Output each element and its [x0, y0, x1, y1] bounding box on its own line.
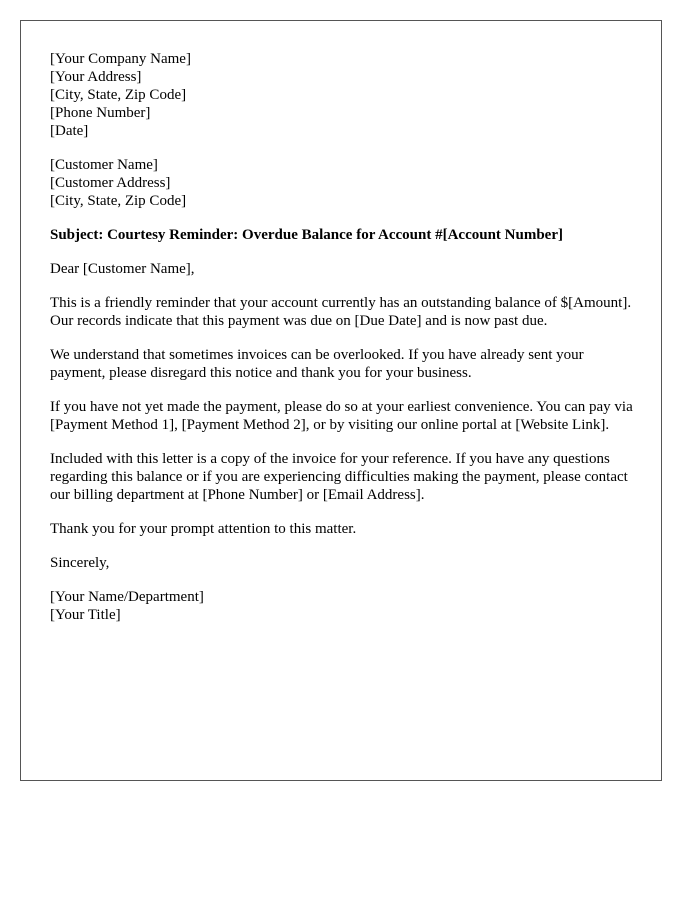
recipient-name: [Customer Name]	[50, 157, 158, 173]
paragraph-thanks: Thank you for your prompt attention to this matter.	[50, 521, 357, 537]
signature-name: [Your Name/Department]	[50, 589, 204, 605]
salutation: Dear [Customer Name],	[50, 261, 195, 277]
letter-date: [Date]	[50, 123, 89, 139]
letter-page	[20, 20, 662, 781]
paragraph-payment-methods: If you have not yet made the payment, please do so at your earliest convenience. You can pay via [Payment Method 1], [Payment Method 2], or by visiting our online portal at [Website Link].	[50, 399, 633, 433]
signature-block	[50, 588, 640, 624]
sender-block	[50, 50, 640, 140]
paragraph-overlooked: We understand that sometimes invoices can be overlooked. If you have already sent your payment, please disregard this notice and thank you for your business.	[50, 347, 584, 381]
closing: Sincerely,	[50, 555, 110, 571]
sender-phone: [Phone Number]	[50, 105, 151, 121]
recipient-block	[50, 156, 640, 210]
letter-content	[50, 50, 640, 624]
sender-address: [Your Address]	[50, 69, 142, 85]
paragraph-invoice-contact: Included with this letter is a copy of the invoice for your reference. If you have any questions regarding this balance or if you are experiencing difficulties making the payment, please contact our billing department at [Phone Number] or [Email Address].	[50, 451, 628, 503]
sender-company: [Your Company Name]	[50, 51, 191, 67]
paragraph-balance: This is a friendly reminder that your account currently has an outstanding balance of $[Amount]. Our records indicate that this payment was due on [Due Date] and is now past due.	[50, 295, 632, 329]
letter-subject: Subject: Courtesy Reminder: Overdue Balance for Account #[Account Number]	[50, 227, 563, 243]
sender-city-state-zip: [City, State, Zip Code]	[50, 87, 187, 103]
signature-title: [Your Title]	[50, 607, 121, 623]
recipient-city-state-zip: [City, State, Zip Code]	[50, 193, 187, 209]
recipient-address: [Customer Address]	[50, 175, 171, 191]
